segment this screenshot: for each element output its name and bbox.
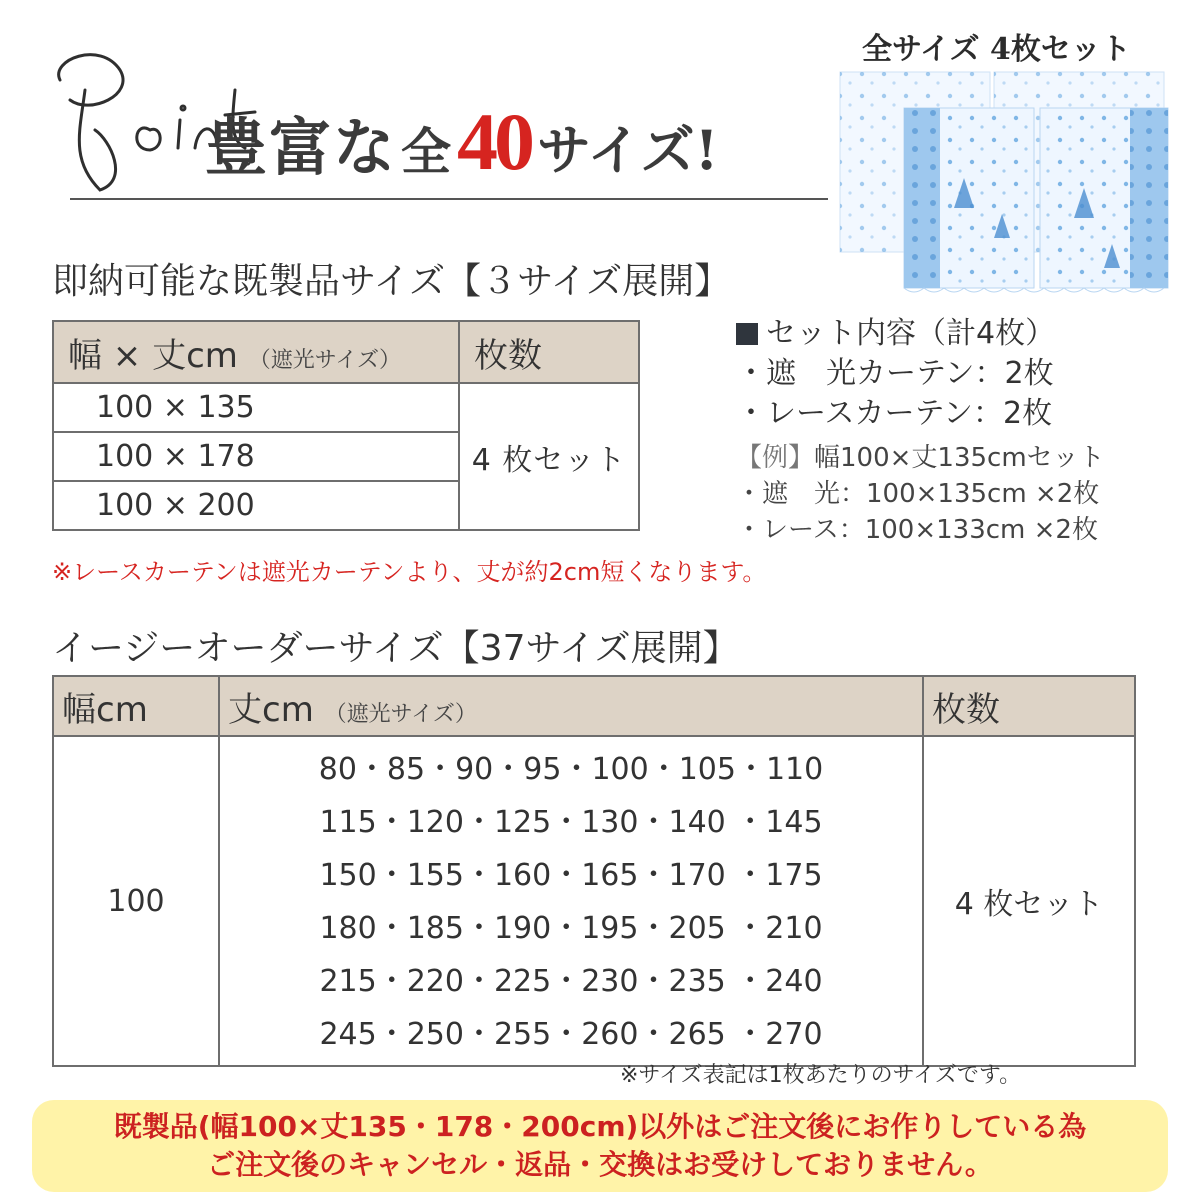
easy-order-qty-cell: 4 枚セット <box>923 736 1135 1066</box>
length-option-row: 180・185・190・195・205 ・210 <box>319 911 823 946</box>
easy-order-length-cell <box>219 736 923 1066</box>
easy-order-header-row <box>53 676 1135 736</box>
lace-length-note: ※レースカーテンは遮光カーテンより、丈が約2cm短くなります。 <box>52 558 767 586</box>
ready-made-table <box>52 320 640 531</box>
table-row <box>53 383 639 432</box>
ready-made-size-note: （遮光サイズ） <box>248 347 401 373</box>
headline-number: 40 <box>457 96 532 187</box>
set-contents-heading: セット内容（計4枚） <box>736 314 1186 354</box>
ready-made-size-cell: 100 × 135 <box>53 383 459 432</box>
ready-made-title: 即納可能な既製品サイズ【３サイズ展開】 <box>52 261 731 302</box>
set-example-line: ・遮 光：100×135cm ×2枚 <box>736 479 1100 509</box>
ready-made-size-label: 幅 × 丈cm <box>68 335 238 376</box>
headline-all: 全 <box>401 122 452 181</box>
curtain-product-image <box>834 68 1174 296</box>
ready-made-size-cell: 100 × 178 <box>53 432 459 481</box>
set-example-line: ・レース：100×133cm ×2枚 <box>736 515 1098 545</box>
length-option-row: 245・250・255・260・265 ・270 <box>319 1017 823 1052</box>
headline-lead: 豊富な <box>205 111 398 184</box>
set-contents-item: ・レースカーテン：2枚 <box>736 396 1053 431</box>
notice-line: 既製品(幅100×丈135・178・200cm)以外はご注文後にお作りしている為 <box>113 1110 1087 1143</box>
set-contents-item: ・遮 光カーテン：2枚 <box>736 356 1054 391</box>
easy-order-length-note: （遮光サイズ） <box>324 701 477 727</box>
length-option-row: 115・120・125・130・140 ・145 <box>319 805 823 840</box>
notice-line: ご注文後のキャンセル・返品・交換はお受けしておりません。 <box>207 1148 993 1181</box>
size-footnote: ※サイズ表記は1枚あたりのサイズです。 <box>620 1063 1022 1088</box>
easy-order-width-cell: 100 <box>53 736 219 1066</box>
set-contents-box <box>736 314 1186 548</box>
set-caption: 全サイズ 4枚セット <box>862 32 1131 67</box>
easy-order-title: イージーオーダーサイズ【37サイズ展開】 <box>52 628 739 669</box>
ready-made-qty-cell: 4 枚セット <box>459 383 639 530</box>
length-option-row: 150・155・160・165・170 ・175 <box>319 858 823 893</box>
headline-tail: サイズ! <box>537 118 719 182</box>
square-bullet-icon <box>736 323 758 345</box>
ready-made-header-row <box>53 321 639 383</box>
easy-order-qty-header: 枚数 <box>923 676 1135 736</box>
no-return-notice <box>32 1100 1168 1192</box>
headline-underline <box>70 198 828 200</box>
ready-made-size-cell: 100 × 200 <box>53 481 459 530</box>
length-option-row: 80・85・90・95・100・105・110 <box>318 752 824 787</box>
length-option-row: 215・220・225・230・235 ・240 <box>319 964 823 999</box>
ready-made-size-header <box>53 321 459 383</box>
set-example-heading: 【例】幅100×丈135cmセット <box>736 443 1105 473</box>
table-row <box>53 736 1135 1066</box>
easy-order-length-header <box>219 676 923 736</box>
ready-made-qty-header: 枚数 <box>459 321 639 383</box>
easy-order-table <box>52 675 1136 1067</box>
easy-order-width-header: 幅cm <box>53 676 219 736</box>
easy-order-length-label: 丈cm <box>228 689 314 730</box>
headline <box>205 95 718 195</box>
